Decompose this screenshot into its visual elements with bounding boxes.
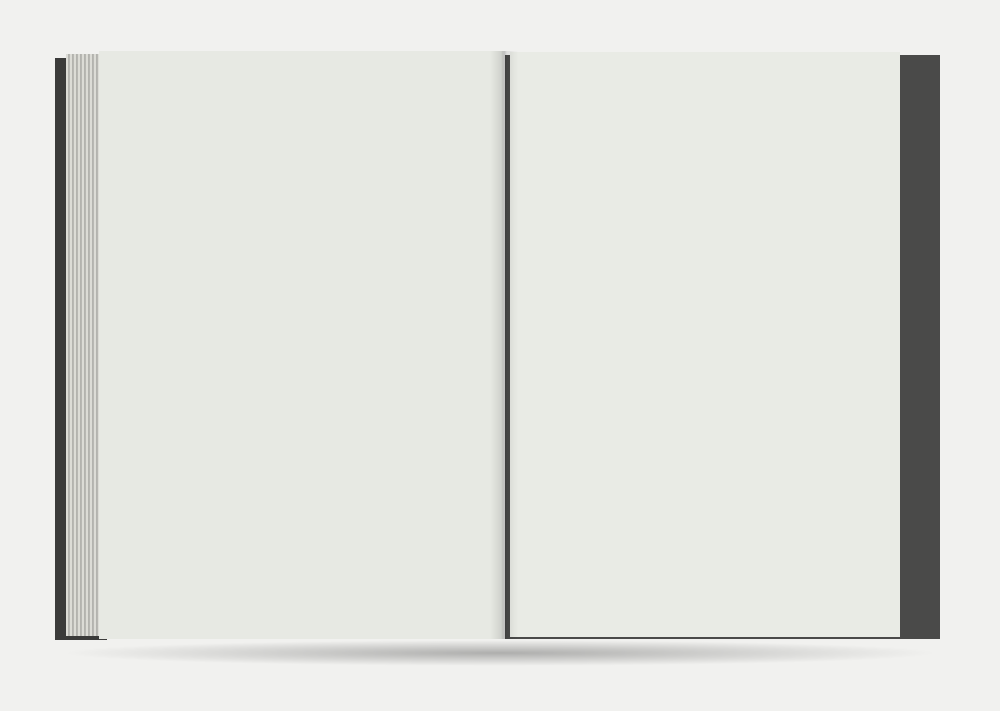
book-gutter [490, 51, 518, 639]
left-page [99, 51, 503, 639]
book-shadow [60, 640, 940, 666]
right-page [510, 52, 900, 637]
